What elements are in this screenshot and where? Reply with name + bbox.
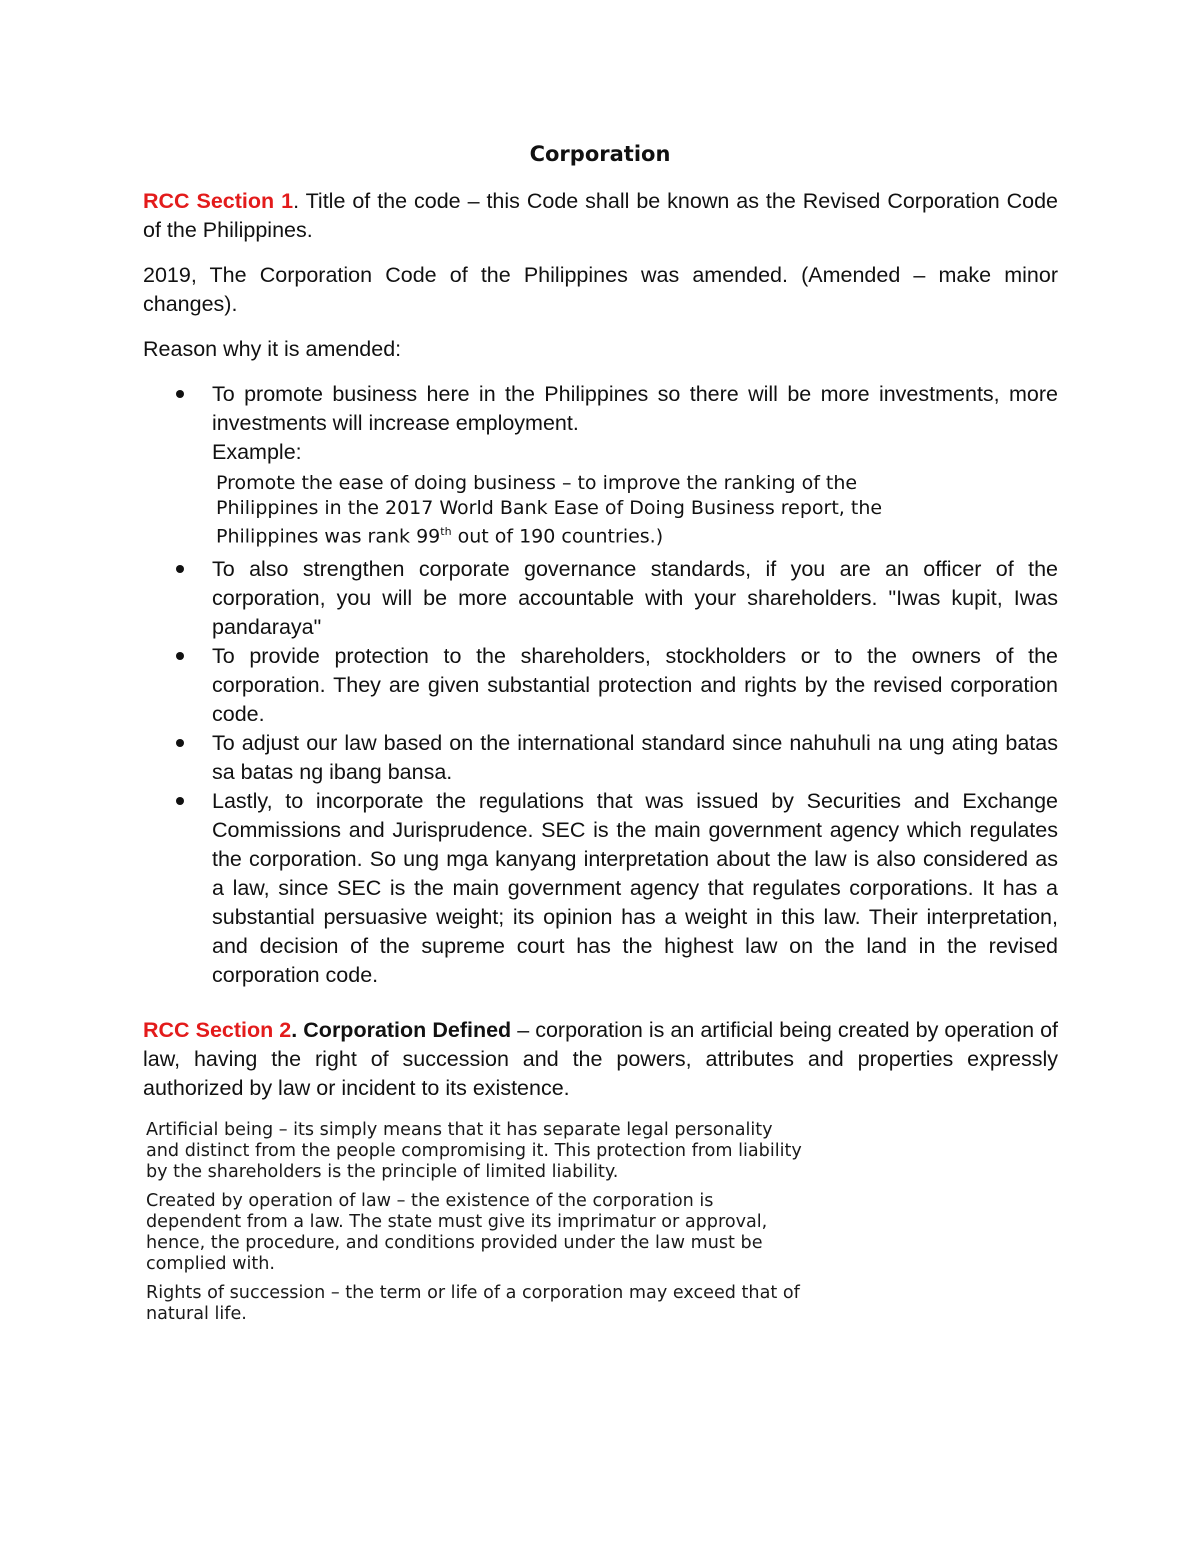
list-item: [143, 380, 1058, 549]
example-label: Example:: [212, 440, 302, 464]
reason-2-text: To also strengthen corporate governance standards, if you are an officer of the corporation, you will be more accountable with your shareholders. "Iwas kupit, Iwas pandaraya": [212, 556, 1058, 639]
example-text-a: Promote the ease of doing business – to improve the ranking of the Philippines in the 2017 World Bank Ease of Doing Business report, the Philippines was rank 99: [216, 472, 883, 548]
bullet-icon: [176, 797, 184, 805]
bullet-icon: [176, 565, 184, 573]
section1-paragraph: [143, 187, 1058, 245]
reason-1-text: To promote business here in the Philippines so there will be more investments, more investments will increase employment.: [212, 382, 1058, 435]
document-title: Corporation: [529, 142, 671, 166]
example-superscript: th: [440, 525, 452, 538]
section2-text: – corporation is an artificial being created by operation of law, having the right of succession and the powers, attributes and properties expressly authorized by law or incident to its existence.: [143, 1018, 1058, 1100]
section2-heading: RCC Section 2: [143, 1018, 292, 1042]
amended-paragraph: 2019, The Corporation Code of the Philippines was amended. (Amended – make minor changes).: [143, 263, 1058, 316]
section1-heading: RCC Section 1: [143, 189, 294, 213]
definition-notes: [146, 1120, 806, 1333]
reason-heading: Reason why it is amended:: [143, 337, 402, 361]
list-item: [143, 787, 1058, 990]
section2-paragraph: [143, 1016, 1058, 1103]
section2-term: Corporation Defined: [303, 1018, 512, 1042]
reasons-list: [143, 380, 1058, 990]
list-item: [143, 555, 1058, 642]
reason-4-text: To adjust our law based on the international standard since nahuhuli na ung ating batas sa batas ng ibang bansa.: [212, 730, 1058, 784]
reason-5-text: Lastly, to incorporate the regulations that was issued by Securities and Exchange Commissions and Jurisprudence. SEC is the main government agency which regulates the corporation. So ung mga kanyang interpretation about the law is also considered as a law, since SEC is the main government agency that regulates corporations. It has a substantial persuasive weight; its opinion has a weight in this law. Their interpretation, and decision of the supreme court has the highest law on the land in the revised corporation code.: [212, 788, 1058, 987]
reason-3-text: To provide protection to the shareholders, stockholders or to the owners of the corporation. They are given substantial protection and rights by the revised corporation code.: [212, 643, 1058, 726]
list-item: [143, 642, 1058, 729]
bullet-icon: [176, 739, 184, 747]
example-text-b: out of 190 countries.): [451, 525, 664, 548]
bullet-icon: [176, 390, 184, 398]
example-box: [216, 471, 936, 549]
note-rights-of-succession: Rights of succession – the term or life of a corporation may exceed that of natural life.: [146, 1283, 800, 1324]
list-item: [143, 729, 1058, 787]
note-operation-of-law: Created by operation of law – the existence of the corporation is dependent from a law. The state must give its imprimatur or approval, hence, the procedure, and conditions provided under the law must be complied with.: [146, 1191, 768, 1274]
bullet-icon: [176, 652, 184, 660]
section2-dot: .: [291, 1018, 304, 1042]
section1-text: . Title of the code – this Code shall be known as the Revised Corporation Code of the Philippines.: [143, 189, 1058, 242]
note-artificial-being: Artificial being – its simply means that it has separate legal personality and distinct from the people compromising it. This protection from liability by the shareholders is the principle of limited liability.: [146, 1120, 802, 1182]
